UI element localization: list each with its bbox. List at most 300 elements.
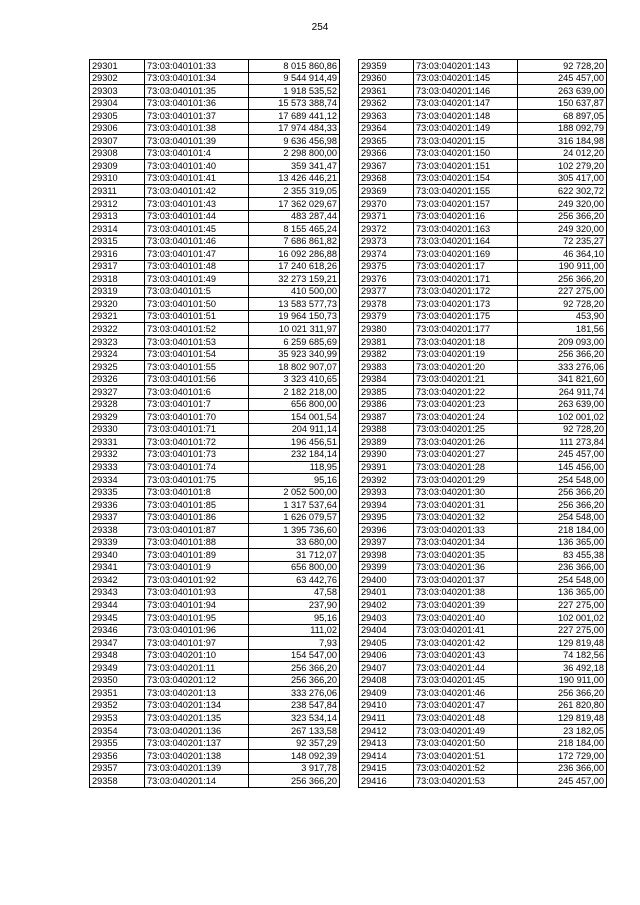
cadastral-number: 73:03:040201:173	[414, 298, 518, 311]
cadastral-value: 136 365,00	[518, 536, 607, 549]
cadastral-number: 73:03:040101:88	[145, 536, 249, 549]
table-row	[90, 373, 340, 386]
table-row	[359, 348, 607, 361]
table-row	[90, 486, 340, 499]
row-number: 29368	[359, 172, 414, 185]
cadastral-value: 227 275,00	[518, 624, 607, 637]
table-row	[359, 273, 607, 286]
cadastral-number: 73:03:040201:18	[414, 336, 518, 349]
cadastral-number: 73:03:040101:56	[145, 373, 249, 386]
cadastral-value: 74 182,56	[518, 649, 607, 662]
cadastral-value: 261 820,80	[518, 699, 607, 712]
cadastral-value: 31 712,07	[249, 549, 340, 562]
table-row	[90, 361, 340, 374]
cadastral-value: 264 911,74	[518, 386, 607, 399]
row-number: 29301	[90, 60, 145, 73]
cadastral-value: 341 821,60	[518, 373, 607, 386]
cadastral-number: 73:03:040101:89	[145, 549, 249, 562]
cadastral-number: 73:03:040201:39	[414, 599, 518, 612]
table-row	[359, 160, 607, 173]
cadastral-number: 73:03:040101:47	[145, 248, 249, 261]
cadastral-number: 73:03:040201:154	[414, 172, 518, 185]
cadastral-number: 73:03:040201:146	[414, 85, 518, 98]
row-number: 29328	[90, 398, 145, 411]
cadastral-value: 227 275,00	[518, 285, 607, 298]
cadastral-value: 118,95	[249, 461, 340, 474]
table-row	[359, 436, 607, 449]
table-row	[90, 85, 340, 98]
cadastral-value: 237,90	[249, 599, 340, 612]
row-number: 29386	[359, 398, 414, 411]
cadastral-value: 218 184,00	[518, 737, 607, 750]
row-number: 29352	[90, 699, 145, 712]
table-row	[90, 775, 340, 788]
cadastral-value: 6 259 685,69	[249, 336, 340, 349]
row-number: 29369	[359, 185, 414, 198]
row-number: 29304	[90, 97, 145, 110]
cadastral-value: 204 911,14	[249, 423, 340, 436]
cadastral-value: 92 357,29	[249, 737, 340, 750]
table-row	[359, 699, 607, 712]
row-number: 29370	[359, 198, 414, 211]
row-number: 29409	[359, 687, 414, 700]
table-row	[359, 185, 607, 198]
cadastral-number: 73:03:040101:5	[145, 285, 249, 298]
cadastral-number: 73:03:040201:44	[414, 662, 518, 675]
cadastral-value: 1 395 736,60	[249, 524, 340, 537]
row-number: 29306	[90, 122, 145, 135]
cadastral-number: 73:03:040201:20	[414, 361, 518, 374]
table-row	[359, 586, 607, 599]
cadastral-value: 256 366,20	[518, 687, 607, 700]
cadastral-number: 73:03:040201:26	[414, 436, 518, 449]
cadastral-number: 73:03:040201:23	[414, 398, 518, 411]
table-row	[90, 398, 340, 411]
cadastral-number: 73:03:040101:45	[145, 223, 249, 236]
table-row	[359, 712, 607, 725]
cadastral-number: 73:03:040201:17	[414, 260, 518, 273]
table-row	[359, 223, 607, 236]
table-row	[90, 448, 340, 461]
row-number: 29356	[90, 750, 145, 763]
cadastral-value: 92 728,20	[518, 423, 607, 436]
cadastral-number: 73:03:040201:42	[414, 637, 518, 650]
row-number: 29348	[90, 649, 145, 662]
table-row	[90, 122, 340, 135]
table-row	[90, 750, 340, 763]
cadastral-number: 73:03:040201:48	[414, 712, 518, 725]
cadastral-value: 256 366,20	[518, 273, 607, 286]
cadastral-value: 2 052 500,00	[249, 486, 340, 499]
row-number: 29382	[359, 348, 414, 361]
cadastral-number: 73:03:040101:93	[145, 586, 249, 599]
table-row	[90, 210, 340, 223]
table-row	[90, 147, 340, 160]
cadastral-number: 73:03:040101:6	[145, 386, 249, 399]
cadastral-value: 46 364,10	[518, 248, 607, 261]
row-number: 29379	[359, 310, 414, 323]
cadastral-value: 1 626 079,57	[249, 511, 340, 524]
cadastral-value: 172 729,00	[518, 750, 607, 763]
table-row	[359, 662, 607, 675]
table-row	[359, 612, 607, 625]
row-number: 29413	[359, 737, 414, 750]
cadastral-number: 73:03:040101:95	[145, 612, 249, 625]
row-number: 29399	[359, 561, 414, 574]
cadastral-number: 73:03:040201:24	[414, 411, 518, 424]
row-number: 29362	[359, 97, 414, 110]
cadastral-value: 209 093,00	[518, 336, 607, 349]
row-number: 29360	[359, 72, 414, 85]
row-number: 29353	[90, 712, 145, 725]
cadastral-value: 145 456,00	[518, 461, 607, 474]
cadastral-value: 263 639,00	[518, 85, 607, 98]
table-row	[359, 411, 607, 424]
row-number: 29358	[90, 775, 145, 788]
row-number: 29384	[359, 373, 414, 386]
cadastral-number: 73:03:040101:96	[145, 624, 249, 637]
cadastral-value: 8 155 465,24	[249, 223, 340, 236]
cadastral-number: 73:03:040101:42	[145, 185, 249, 198]
row-number: 29355	[90, 737, 145, 750]
row-number: 29343	[90, 586, 145, 599]
row-number: 29347	[90, 637, 145, 650]
row-number: 29315	[90, 235, 145, 248]
cadastral-value: 333 276,06	[518, 361, 607, 374]
cadastral-number: 73:03:040201:150	[414, 147, 518, 160]
cadastral-number: 73:03:040101:44	[145, 210, 249, 223]
table-row	[359, 624, 607, 637]
cadastral-value: 102 279,20	[518, 160, 607, 173]
table-row	[359, 122, 607, 135]
cadastral-number: 73:03:040101:7	[145, 398, 249, 411]
row-number: 29372	[359, 223, 414, 236]
cadastral-value: 410 500,00	[249, 285, 340, 298]
row-number: 29329	[90, 411, 145, 424]
row-number: 29390	[359, 448, 414, 461]
table-row	[359, 524, 607, 537]
table-row	[359, 361, 607, 374]
table-row	[359, 448, 607, 461]
table-row	[90, 674, 340, 687]
cadastral-number: 73:03:040101:75	[145, 474, 249, 487]
cadastral-value: 15 573 388,74	[249, 97, 340, 110]
table-row	[359, 687, 607, 700]
cadastral-number: 73:03:040201:40	[414, 612, 518, 625]
cadastral-number: 73:03:040201:175	[414, 310, 518, 323]
row-number: 29380	[359, 323, 414, 336]
table-row	[90, 586, 340, 599]
row-number: 29373	[359, 235, 414, 248]
cadastral-value: 19 964 150,73	[249, 310, 340, 323]
cadastral-number: 73:03:040201:28	[414, 461, 518, 474]
row-number: 29365	[359, 135, 414, 148]
registry-table-right	[358, 59, 607, 788]
table-row	[90, 474, 340, 487]
row-number: 29346	[90, 624, 145, 637]
row-number: 29388	[359, 423, 414, 436]
row-number: 29320	[90, 298, 145, 311]
table-row	[90, 423, 340, 436]
cadastral-value: 196 456,51	[249, 436, 340, 449]
table-row	[359, 386, 607, 399]
cadastral-number: 73:03:040201:149	[414, 122, 518, 135]
cadastral-value: 8 015 860,86	[249, 60, 340, 73]
table-row	[359, 775, 607, 788]
row-number: 29410	[359, 699, 414, 712]
cadastral-value: 111,02	[249, 624, 340, 637]
cadastral-value: 129 819,48	[518, 712, 607, 725]
table-row	[90, 737, 340, 750]
row-number: 29310	[90, 172, 145, 185]
row-number: 29375	[359, 260, 414, 273]
table-row	[90, 386, 340, 399]
cadastral-number: 73:03:040101:55	[145, 361, 249, 374]
table-row	[359, 310, 607, 323]
cadastral-number: 73:03:040201:137	[145, 737, 249, 750]
cadastral-value: 13 426 446,21	[249, 172, 340, 185]
row-number: 29389	[359, 436, 414, 449]
row-number: 29307	[90, 135, 145, 148]
row-number: 29412	[359, 724, 414, 737]
table-row	[359, 172, 607, 185]
table-row	[359, 486, 607, 499]
table-row	[90, 524, 340, 537]
cadastral-number: 73:03:040201:49	[414, 724, 518, 737]
cadastral-number: 73:03:040101:38	[145, 122, 249, 135]
row-number: 29336	[90, 499, 145, 512]
table-row	[90, 336, 340, 349]
table-row	[90, 60, 340, 73]
cadastral-value: 102 001,02	[518, 612, 607, 625]
cadastral-value: 190 911,00	[518, 674, 607, 687]
cadastral-number: 73:03:040201:172	[414, 285, 518, 298]
cadastral-number: 73:03:040201:177	[414, 323, 518, 336]
cadastral-number: 73:03:040101:4	[145, 147, 249, 160]
row-number: 29333	[90, 461, 145, 474]
cadastral-number: 73:03:040201:14	[145, 775, 249, 788]
cadastral-value: 95,16	[249, 474, 340, 487]
cadastral-value: 656 800,00	[249, 561, 340, 574]
cadastral-value: 92 728,20	[518, 298, 607, 311]
row-number: 29326	[90, 373, 145, 386]
table-row	[90, 762, 340, 775]
table-row	[359, 60, 607, 73]
table-row	[359, 561, 607, 574]
table-row	[359, 260, 607, 273]
table-row	[90, 223, 340, 236]
cadastral-number: 73:03:040101:51	[145, 310, 249, 323]
row-number: 29364	[359, 122, 414, 135]
cadastral-number: 73:03:040101:33	[145, 60, 249, 73]
cadastral-number: 73:03:040101:40	[145, 160, 249, 173]
table-row	[359, 423, 607, 436]
row-number: 29398	[359, 549, 414, 562]
row-number: 29406	[359, 649, 414, 662]
table-row	[359, 637, 607, 650]
row-number: 29335	[90, 486, 145, 499]
table-row	[359, 737, 607, 750]
cadastral-value: 83 455,38	[518, 549, 607, 562]
cadastral-number: 73:03:040201:37	[414, 574, 518, 587]
row-number: 29396	[359, 524, 414, 537]
table-row	[359, 135, 607, 148]
cadastral-number: 73:03:040101:92	[145, 574, 249, 587]
cadastral-number: 73:03:040201:138	[145, 750, 249, 763]
registry-table-left	[89, 59, 340, 788]
cadastral-value: 254 548,00	[518, 574, 607, 587]
table-row	[359, 248, 607, 261]
row-number: 29415	[359, 762, 414, 775]
table-row	[90, 549, 340, 562]
cadastral-value: 154 547,00	[249, 649, 340, 662]
cadastral-number: 73:03:040201:155	[414, 185, 518, 198]
row-number: 29330	[90, 423, 145, 436]
cadastral-value: 249 320,00	[518, 198, 607, 211]
cadastral-value: 2 182 218,00	[249, 386, 340, 399]
row-number: 29387	[359, 411, 414, 424]
row-number: 29337	[90, 511, 145, 524]
table-row	[359, 373, 607, 386]
table-row	[90, 72, 340, 85]
cadastral-value: 249 320,00	[518, 223, 607, 236]
row-number: 29357	[90, 762, 145, 775]
cadastral-number: 73:03:040201:45	[414, 674, 518, 687]
cadastral-number: 73:03:040101:94	[145, 599, 249, 612]
table-row	[90, 536, 340, 549]
cadastral-value: 150 637,87	[518, 97, 607, 110]
table-row	[359, 750, 607, 763]
cadastral-number: 73:03:040101:50	[145, 298, 249, 311]
row-number: 29411	[359, 712, 414, 725]
row-number: 29377	[359, 285, 414, 298]
row-number: 29403	[359, 612, 414, 625]
table-row	[359, 398, 607, 411]
row-number: 29344	[90, 599, 145, 612]
cadastral-value: 1 317 537,64	[249, 499, 340, 512]
table-row	[359, 97, 607, 110]
cadastral-number: 73:03:040201:52	[414, 762, 518, 775]
table-row	[359, 549, 607, 562]
cadastral-value: 32 273 159,21	[249, 273, 340, 286]
row-number: 29354	[90, 724, 145, 737]
cadastral-value: 10 021 311,97	[249, 323, 340, 336]
cadastral-number: 73:03:040101:34	[145, 72, 249, 85]
cadastral-number: 73:03:040201:19	[414, 348, 518, 361]
cadastral-number: 73:03:040201:143	[414, 60, 518, 73]
table-row	[359, 110, 607, 123]
table-row	[90, 687, 340, 700]
row-number: 29385	[359, 386, 414, 399]
cadastral-value: 7,93	[249, 637, 340, 650]
table-row	[90, 172, 340, 185]
table-row	[90, 198, 340, 211]
table-row	[359, 474, 607, 487]
cadastral-value: 72 235,27	[518, 235, 607, 248]
table-body-left	[90, 60, 340, 788]
cadastral-value: 622 302,72	[518, 185, 607, 198]
table-body-right	[359, 60, 607, 788]
cadastral-number: 73:03:040201:22	[414, 386, 518, 399]
row-number: 29321	[90, 310, 145, 323]
table-row	[359, 147, 607, 160]
row-number: 29311	[90, 185, 145, 198]
row-number: 29414	[359, 750, 414, 763]
table-row	[359, 674, 607, 687]
cadastral-number: 73:03:040101:48	[145, 260, 249, 273]
cadastral-value: 1 918 535,52	[249, 85, 340, 98]
cadastral-number: 73:03:040101:41	[145, 172, 249, 185]
cadastral-number: 73:03:040201:27	[414, 448, 518, 461]
cadastral-number: 73:03:040201:46	[414, 687, 518, 700]
cadastral-number: 73:03:040201:31	[414, 499, 518, 512]
row-number: 29350	[90, 674, 145, 687]
row-number: 29395	[359, 511, 414, 524]
table-row	[359, 724, 607, 737]
cadastral-number: 73:03:040201:30	[414, 486, 518, 499]
cadastral-number: 73:03:040201:11	[145, 662, 249, 675]
row-number: 29416	[359, 775, 414, 788]
cadastral-value: 256 366,20	[518, 348, 607, 361]
row-number: 29308	[90, 147, 145, 160]
cadastral-value: 256 366,20	[518, 210, 607, 223]
table-row	[359, 762, 607, 775]
cadastral-value: 656 800,00	[249, 398, 340, 411]
cadastral-number: 73:03:040101:87	[145, 524, 249, 537]
cadastral-value: 181,56	[518, 323, 607, 336]
table-row	[90, 235, 340, 248]
cadastral-value: 305 417,00	[518, 172, 607, 185]
cadastral-number: 73:03:040201:32	[414, 511, 518, 524]
row-number: 29325	[90, 361, 145, 374]
row-number: 29402	[359, 599, 414, 612]
cadastral-value: 92 728,20	[518, 60, 607, 73]
row-number: 29331	[90, 436, 145, 449]
cadastral-value: 47,58	[249, 586, 340, 599]
table-row	[90, 612, 340, 625]
cadastral-value: 136 365,00	[518, 586, 607, 599]
row-number: 29327	[90, 386, 145, 399]
row-number: 29309	[90, 160, 145, 173]
table-row	[359, 235, 607, 248]
cadastral-number: 73:03:040201:29	[414, 474, 518, 487]
cadastral-number: 73:03:040201:25	[414, 423, 518, 436]
table-row	[90, 97, 340, 110]
row-number: 29366	[359, 147, 414, 160]
table-row	[90, 260, 340, 273]
row-number: 29334	[90, 474, 145, 487]
cadastral-number: 73:03:040101:54	[145, 348, 249, 361]
cadastral-number: 73:03:040201:136	[145, 724, 249, 737]
row-number: 29342	[90, 574, 145, 587]
cadastral-value: 254 548,00	[518, 511, 607, 524]
table-row	[90, 561, 340, 574]
table-row	[90, 348, 340, 361]
table-row	[359, 461, 607, 474]
cadastral-value: 33 680,00	[249, 536, 340, 549]
cadastral-number: 73:03:040101:86	[145, 511, 249, 524]
page-number: 254	[311, 22, 329, 33]
table-row	[90, 699, 340, 712]
cadastral-value: 3 917,78	[249, 762, 340, 775]
cadastral-number: 73:03:040201:148	[414, 110, 518, 123]
table-row	[359, 298, 607, 311]
cadastral-number: 73:03:040101:74	[145, 461, 249, 474]
cadastral-number: 73:03:040201:169	[414, 248, 518, 261]
cadastral-number: 73:03:040201:47	[414, 699, 518, 712]
cadastral-value: 17 240 618,26	[249, 260, 340, 273]
row-number: 29394	[359, 499, 414, 512]
